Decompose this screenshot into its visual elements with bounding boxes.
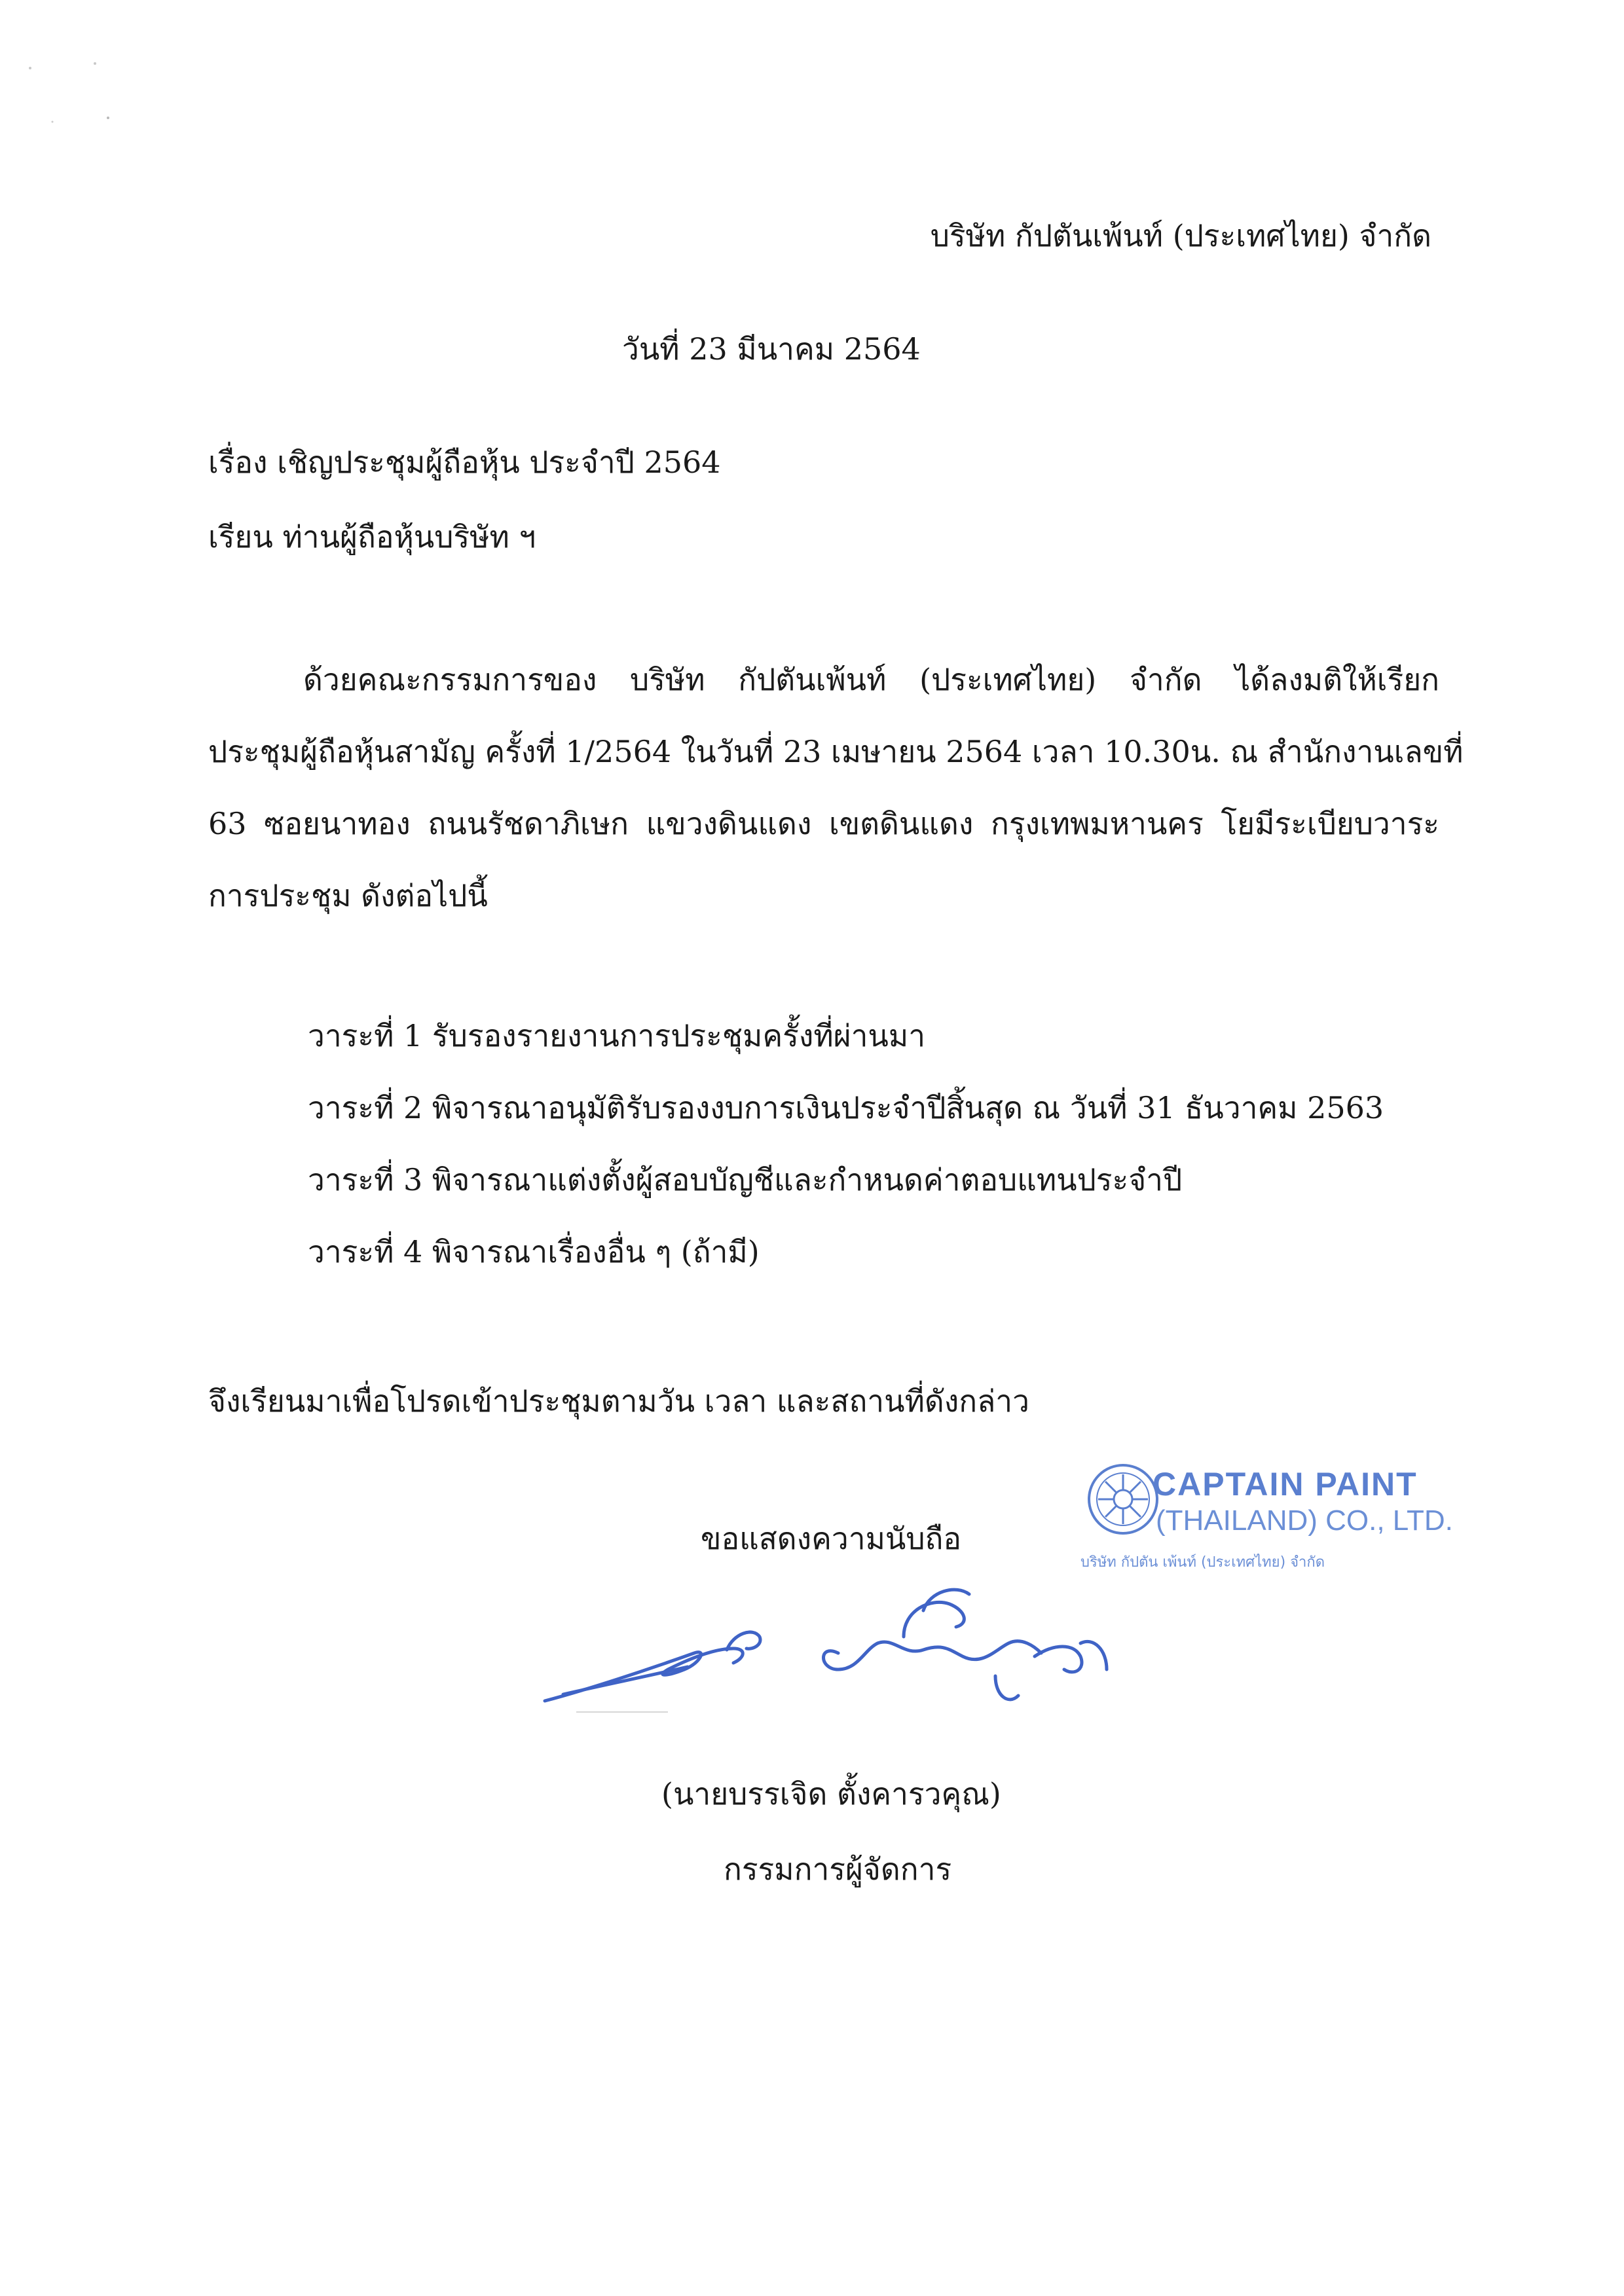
agenda-item: วาระที่ 3 พิจารณาแต่งตั้งผู้สอบบัญชีและกำหนดค่าตอบแทนประจำปี	[308, 1162, 1183, 1197]
agenda-item: วาระที่ 2 พิจารณาอนุมัติรับรองงบการเงินประจำปีสิ้นสุด ณ วันที่ 31 ธันวาคม 2563	[308, 1090, 1384, 1125]
letter-salutation: เรียน ท่านผู้ถือหุ้นบริษัท ฯ	[208, 519, 536, 555]
body-line: การประชุม ดังต่อไปนี้	[208, 878, 488, 913]
closing-sentence: จึงเรียนมาเพื่อโปรดเข้าประชุมตามวัน เวลา และสถานที่ดังกล่าว	[208, 1383, 1029, 1419]
agenda-item: วาระที่ 4 พิจารณาเรื่องอื่น ๆ (ถ้ามี)	[308, 1234, 760, 1269]
body-paragraph	[208, 644, 1464, 932]
signer-name: (นายบรรเจิด ตั้งคารวคุณ)	[661, 1776, 1001, 1812]
company-seal-icon	[1084, 1460, 1162, 1539]
agenda-list	[308, 1000, 1384, 1288]
company-stamp	[1074, 1453, 1453, 1584]
body-line: 63 ซอยนาทอง ถนนรัชดาภิเษก แขวงดินแดง เขตดินแดง กรุงเทพมหานคร โยมีระเบียบวาระ	[208, 806, 1439, 841]
stamp-company-name: CAPTAIN PAINT	[1153, 1466, 1418, 1503]
stamp-company-thai: บริษัท กัปตัน เพ้นท์ (ประเทศไทย) จำกัด	[1080, 1554, 1325, 1571]
scan-specks	[0, 0, 164, 164]
signer-title: กรรมการผู้จัดการ	[724, 1851, 952, 1887]
letter-subject: เรื่อง เชิญประชุมผู้ถือหุ้น ประจำปี 2564	[208, 445, 721, 480]
agenda-item: วาระที่ 1 รับรองรายงานการประชุมครั้งที่ผ่านมา	[308, 1018, 926, 1053]
body-line: ด้วยคณะกรรมการของ บริษัท กัปตันเพ้นท์ (ประเทศไทย) จำกัด ได้ลงมติให้เรียก	[303, 662, 1439, 697]
closing-salutation: ขอแสดงความนับถือ	[701, 1521, 962, 1556]
stamp-company-suffix: (THAILAND) CO., LTD.	[1156, 1504, 1453, 1537]
handwritten-signature	[537, 1571, 1159, 1728]
body-line: ประชุมผู้ถือหุ้นสามัญ ครั้งที่ 1/2564 ในวันที่ 23 เมษายน 2564 เวลา 10.30น. ณ สำนักงานเลขที่	[208, 734, 1464, 769]
letter-date: วันที่ 23 มีนาคม 2564	[622, 331, 921, 367]
company-header: บริษัท กัปตันเพ้นท์ (ประเทศไทย) จำกัด	[930, 218, 1431, 253]
